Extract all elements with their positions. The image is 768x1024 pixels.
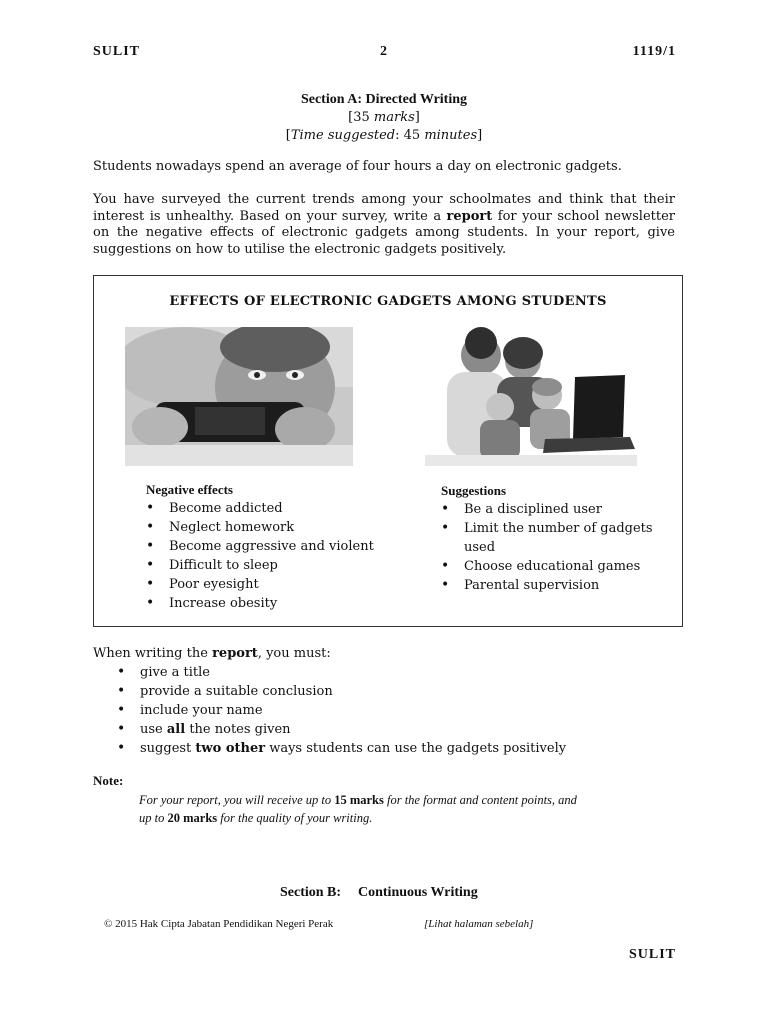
header-sulit: SULIT bbox=[93, 44, 141, 59]
instructions-list bbox=[117, 663, 693, 758]
list-item: • use all the notes given bbox=[117, 720, 693, 739]
instructions-lead: When writing the report, you must: bbox=[93, 646, 331, 661]
list-item: • Become addicted bbox=[146, 499, 406, 518]
box-title: EFFECTS OF ELECTRONIC GADGETS AMONG STUDENTS bbox=[169, 294, 607, 309]
list-item: • suggest two other ways students can use the gadgets positively bbox=[117, 739, 693, 758]
list-item: • Be a disciplined user bbox=[441, 500, 681, 519]
section-b-label: Section B: bbox=[280, 885, 342, 900]
list-item: • Poor eyesight bbox=[146, 575, 406, 594]
turn-page-note: [Lihat halaman sebelah] bbox=[424, 918, 534, 930]
list-item: • give a title bbox=[117, 663, 693, 682]
section-a-heading bbox=[0, 91, 768, 145]
negative-effects-title: Negative effects bbox=[146, 482, 233, 497]
effects-box bbox=[93, 275, 683, 627]
suggestions-list bbox=[441, 500, 681, 595]
section-a-title: Section A: Directed Writing bbox=[300, 92, 468, 107]
suggestions bbox=[441, 483, 681, 595]
negative-effects-list bbox=[146, 499, 406, 613]
page-number: 2 bbox=[380, 44, 388, 59]
note-label: Note: bbox=[93, 773, 124, 788]
list-item: • provide a suitable conclusion bbox=[117, 682, 693, 701]
paper-code: 1119/1 bbox=[632, 44, 676, 59]
intro-paragraph: Students nowadays spend an average of four hours a day on electronic gadgets. bbox=[93, 159, 622, 174]
time-line: [Time suggested: 45 minutes] bbox=[285, 128, 483, 143]
negative-effects bbox=[146, 482, 406, 613]
list-item: • Difficult to sleep bbox=[146, 556, 406, 575]
marks-line: [35 marks] bbox=[348, 110, 420, 125]
copyright: © 2015 Hak Cipta Jabatan Pendidikan Negeri Perak bbox=[104, 918, 334, 930]
list-item: • Increase obesity bbox=[146, 594, 406, 613]
family-laptop-photo bbox=[425, 327, 637, 466]
task-paragraph: You have surveyed the current trends among your schoolmates and think that their interest is unhealthy. Based on your survey, write a report for your school newsletter on the negative effects of electronic gadgets among students. In your report, give suggestions on how to utilise the electronic gadgets positively. bbox=[93, 192, 675, 257]
section-b-title: Continuous Writing bbox=[358, 885, 478, 900]
list-item: • Neglect homework bbox=[146, 518, 406, 537]
list-item: • include your name bbox=[117, 701, 693, 720]
list-item: • Become aggressive and violent bbox=[146, 537, 406, 556]
list-item: • Parental supervision bbox=[441, 576, 681, 595]
footer-sulit: SULIT bbox=[628, 947, 676, 962]
boy-gaming-photo bbox=[125, 327, 353, 466]
list-item: • Limit the number of gadgets used bbox=[441, 519, 681, 557]
list-item: • Choose educational games bbox=[441, 557, 681, 576]
instructions bbox=[93, 645, 693, 758]
note-text: For your report, you will receive up to 15 marks for the format and content points, and up to 20 marks for the quality of your writing. bbox=[139, 793, 577, 825]
suggestions-title: Suggestions bbox=[441, 483, 507, 498]
